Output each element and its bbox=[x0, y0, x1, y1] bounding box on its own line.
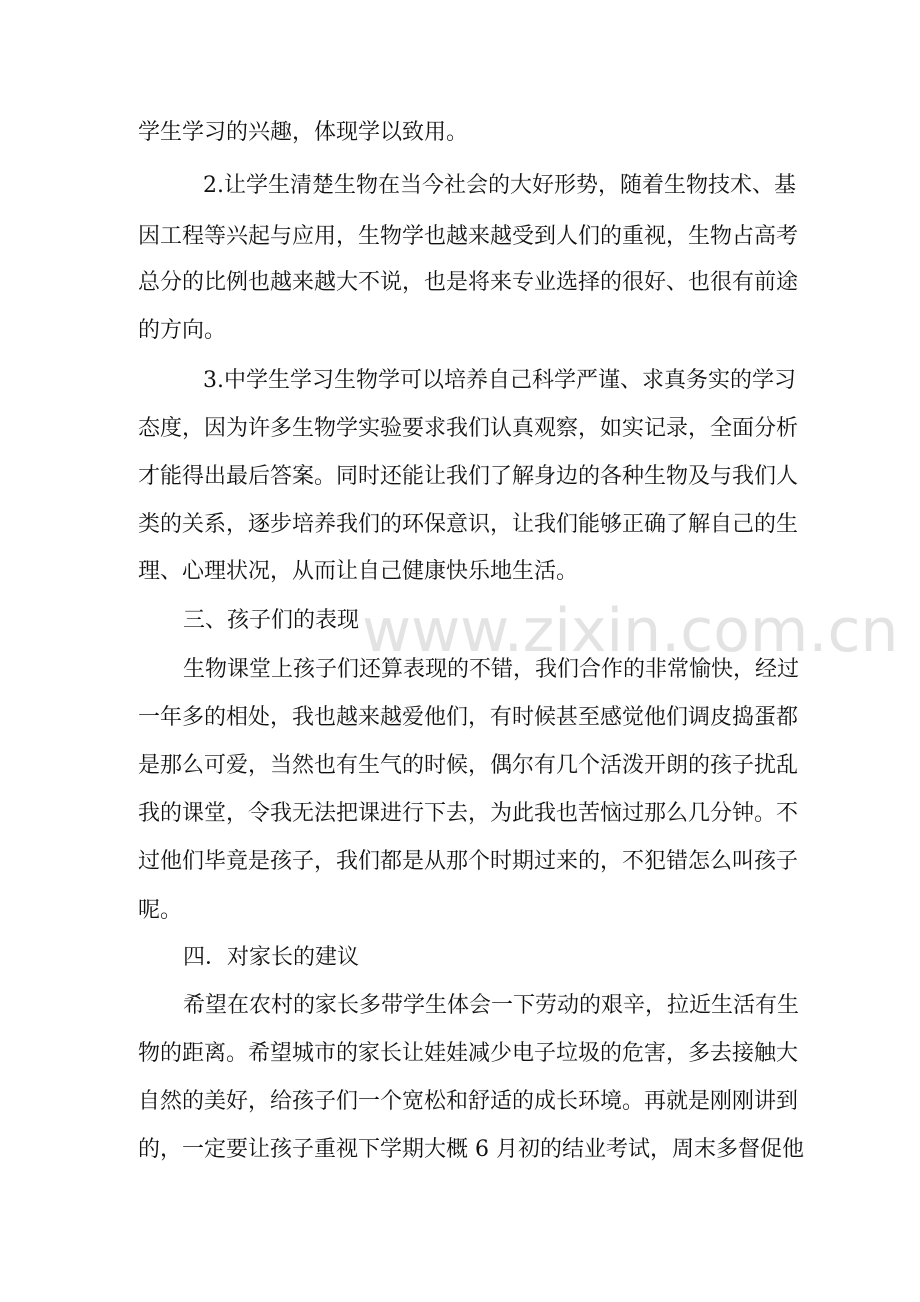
paragraph-line: 自然的美好，给孩子们一个宽松和舒适的成长环境。再就是刚刚讲到 bbox=[138, 1089, 799, 1114]
paragraph-line: 希望在农村的家长多带学生体会一下劳动的艰辛，拉近生活有生 bbox=[183, 993, 800, 1018]
paragraph-line: 过他们毕竟是孩子，我们都是从那个时期过来的，不犯错怎么叫孩子 bbox=[138, 849, 799, 874]
paragraph-line: 态度，因为许多生物学实验要求我们认真观察，如实记录，全面分析 bbox=[138, 416, 799, 441]
paragraph-line: 因工程等兴起与应用，生物学也越来越受到人们的重视，生物占高考 bbox=[138, 224, 799, 249]
paragraph-line: 生物课堂上孩子们还算表现的不错，我们合作的非常愉快，经过 bbox=[183, 657, 800, 682]
paragraph-line: 呢。 bbox=[138, 898, 183, 923]
paragraph-line: 物的距离。希望城市的家长让娃娃减少电子垃圾的危害，多去接触大 bbox=[138, 1041, 799, 1066]
section-heading: 三、孩子们的表现 bbox=[183, 608, 360, 633]
paragraph-line: 我的课堂，令我无法把课进行下去，为此我也苦恼过那么几分钟。不 bbox=[138, 801, 799, 826]
paragraph-line: 是那么可爱，当然也有生气的时候，偶尔有几个活泼开朗的孩子扰乱 bbox=[138, 753, 799, 778]
paragraph-line: 3.中学生学习生物学可以培养自己科学严谨、求真务实的学习 bbox=[203, 368, 796, 393]
paragraph-line: 才能得出最后答案。同时还能让我们了解身边的各种生物及与我们人 bbox=[138, 464, 799, 489]
paragraph-line: 总分的比例也越来越大不说，也是将来专业选择的很好、也很有前途 bbox=[138, 270, 799, 295]
watermark: www.zixin.com.cn bbox=[362, 596, 899, 666]
paragraph-line: 学生学习的兴趣，体现学以致用。 bbox=[138, 120, 469, 145]
paragraph-line: 理、心理状况，从而让自己健康快乐地生活。 bbox=[138, 559, 579, 584]
paragraph-line: 的，一定要让孩子重视下学期大概 6 月初的结业考试，周末多督促他 bbox=[138, 1137, 804, 1162]
paragraph-line: 类的关系，逐步培养我们的环保意识，让我们能够正确了解自己的生 bbox=[138, 512, 799, 537]
paragraph-line: 2.让学生清楚生物在当今社会的大好形势，随着生物技术、基 bbox=[203, 173, 796, 198]
section-heading: 四．对家长的建议 bbox=[183, 945, 360, 970]
paragraph-line: 的方向。 bbox=[138, 318, 227, 343]
paragraph-line: 一年多的相处，我也越来越爱他们，有时候甚至感觉他们调皮捣蛋都 bbox=[138, 705, 799, 730]
